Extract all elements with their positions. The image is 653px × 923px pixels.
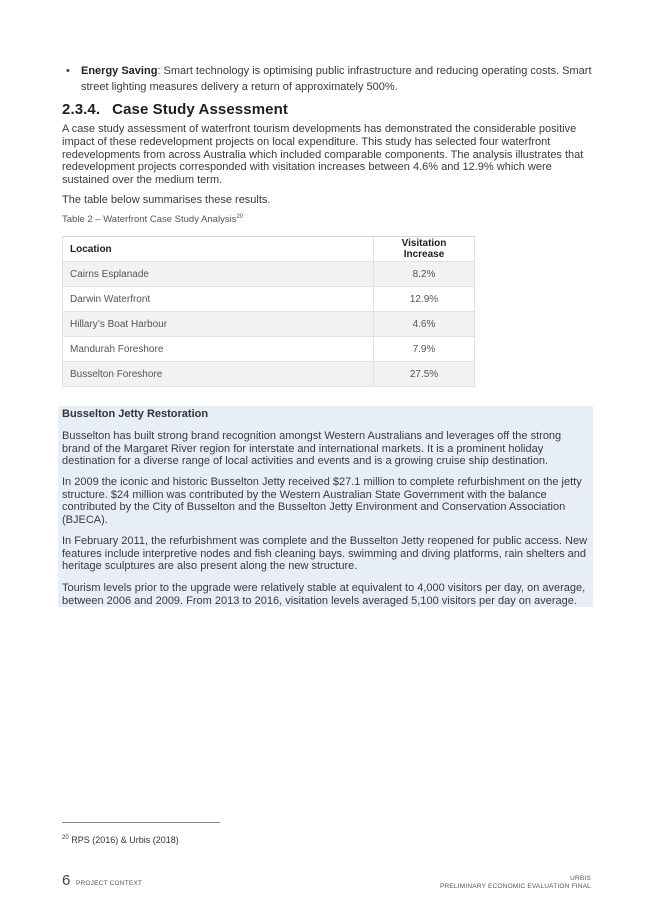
- table-row: [63, 312, 475, 337]
- bullet-dot-icon: •: [66, 65, 70, 77]
- footer-section-name: PROJECT CONTEXT: [76, 880, 143, 887]
- table-row: [63, 287, 475, 312]
- cell-location: Cairns Esplanade: [63, 262, 374, 287]
- cell-increase: 8.2%: [374, 262, 475, 287]
- footnote: [62, 835, 179, 845]
- bullet-text: [81, 63, 594, 95]
- caption-footnote-ref: 20: [236, 214, 244, 220]
- intro-paragraph: A case study assessment of waterfront tourism developments has demonstrated the considerable positive impact of these redevelopment projects on local expenditure. This study has selected four waterfront redevelopments from across Australia which included comparable components. The analysis illustrates that redevelopment projects corresponded with visitation increases between 4.6% and 12.9% which were sustained over the medium term.: [62, 123, 584, 187]
- section-heading: [62, 101, 288, 118]
- caption-text: Table 2 – Waterfront Case Study Analysis: [62, 214, 237, 226]
- callout-paragraph: Busselton has built strong brand recognition amongst Western Australians and leverages off the strong brand of the Margaret River region for interstate and international markets. It is a prominent holiday destination for a diverse range of local activities and events and is a growing cruise ship destination.: [62, 430, 562, 468]
- table-row: [63, 262, 475, 287]
- callout-paragraph: In February 2011, the refurbishment was complete and the Busselton Jetty reopened for public access. New features include interpretive nodes and fish cleaning bays. swimming and diving platforms, rain shelters and heritage sculptures are also present along the new structure.: [62, 535, 588, 573]
- cell-location: Darwin Waterfront: [63, 287, 374, 312]
- callout-paragraph: Tourism levels prior to the upgrade were relatively stable at equivalent to 4,000 visitors per day, on average, between 2006 and 2009. From 2013 to 2016, visitation levels averaged 5,100 visitors per day on average.: [62, 582, 586, 607]
- table-caption: [62, 214, 243, 225]
- cell-location: Busselton Foreshore: [63, 362, 374, 387]
- page-number: 6: [62, 872, 71, 889]
- footnote-ref: 20: [62, 835, 69, 841]
- section-title: Case Study Assessment: [112, 101, 288, 118]
- cell-location: Hillary’s Boat Harbour: [63, 312, 374, 337]
- callout-title: Busselton Jetty Restoration: [62, 408, 209, 420]
- bullet-energy-saving: [62, 63, 594, 95]
- cell-location: Mandurah Foreshore: [63, 337, 374, 362]
- table-row: [63, 362, 475, 387]
- footnote-divider: [62, 822, 220, 823]
- header-visitation-increase: Visitation Increase: [374, 237, 475, 262]
- bullet-body: : Smart technology is optimising public infrastructure and reducing operating costs. Smart street lighting measures delivery a return of approximately 500%.: [81, 65, 592, 93]
- cell-increase: 7.9%: [374, 337, 475, 362]
- footer-document-title: PRELIMINARY ECONOMIC EVALUATION FINAL: [439, 883, 591, 890]
- bullet-term: Energy Saving: [81, 65, 158, 77]
- footnote-text: RPS (2016) & Urbis (2018): [71, 835, 179, 845]
- callout-paragraph: In 2009 the iconic and historic Busselton Jetty received $27.1 million to complete refurbishment on the jetty structure. $24 million was contributed by the Western Australian State Government with the balance contributed by the City of Busselton and the Busselton Jetty Environment and Conservation Association (BJECA).: [62, 476, 582, 527]
- cell-increase: 12.9%: [374, 287, 475, 312]
- case-study-table: [62, 236, 475, 387]
- table-intro-paragraph: The table below summarises these results.: [62, 194, 271, 206]
- table-row: [63, 337, 475, 362]
- section-number: 2.3.4.: [62, 101, 101, 118]
- busselton-jetty-callout: [58, 406, 593, 607]
- header-location: Location: [63, 237, 374, 262]
- footer-brand: URBIS: [570, 875, 591, 882]
- cell-increase: 4.6%: [374, 312, 475, 337]
- table-header-row: [63, 237, 475, 262]
- cell-increase: 27.5%: [374, 362, 475, 387]
